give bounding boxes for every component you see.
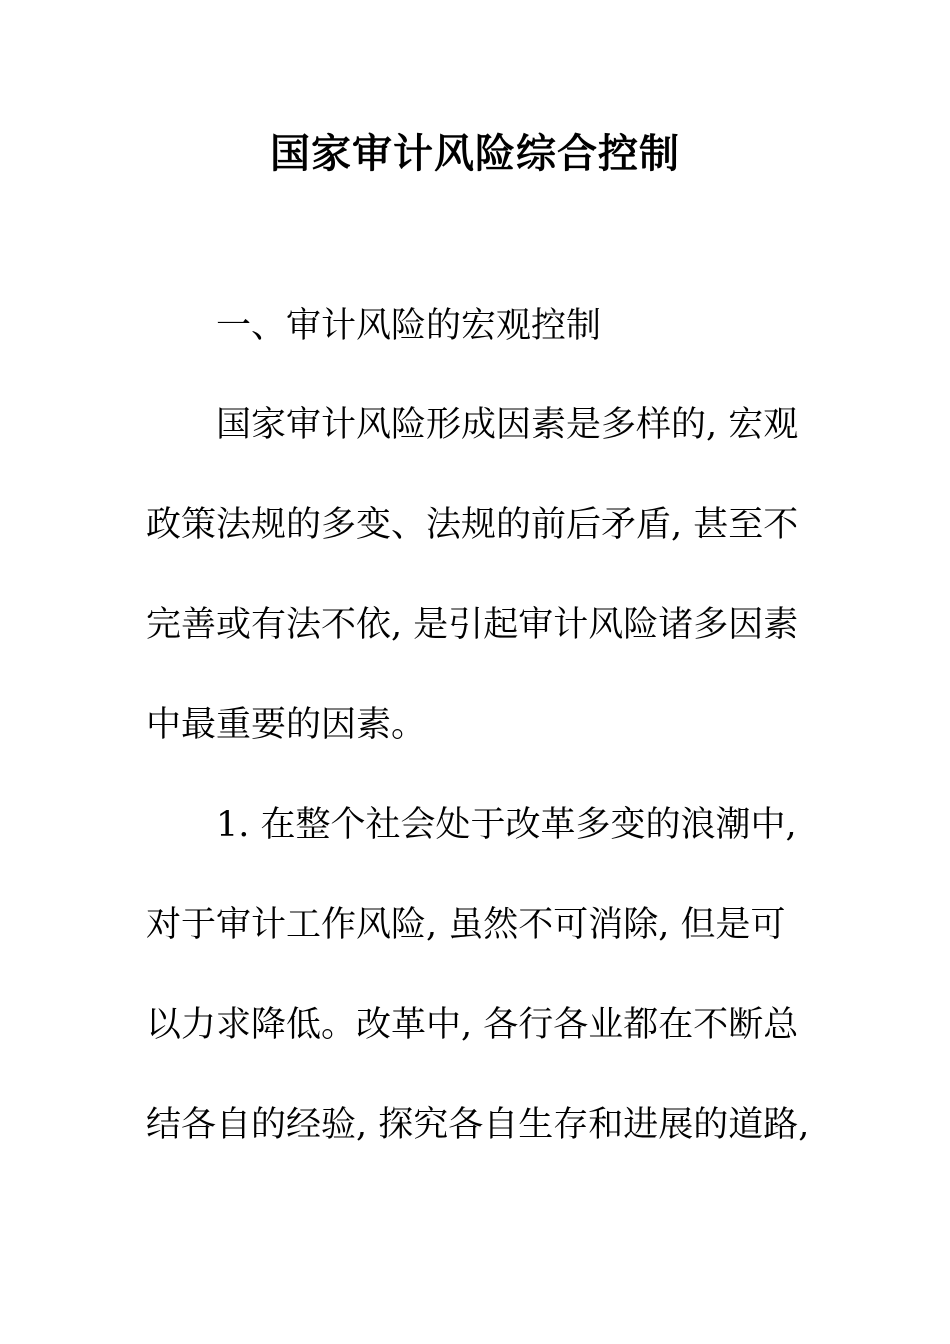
section-heading: 一、审计风险的宏观控制	[216, 306, 602, 346]
body-line: 对于审计工作风险, 虽然不可消除, 但是可	[146, 905, 786, 945]
body-line: 中最重要的因素。	[146, 705, 427, 745]
document-title: 国家审计风险综合控制	[270, 131, 680, 177]
body-line: 1. 在整个社会处于改革多变的浪潮中,	[216, 805, 797, 845]
body-line: 完善或有法不依, 是引起审计风险诸多因素	[146, 605, 799, 645]
body-line: 结各自的经验, 探究各自生存和进展的道路,	[146, 1105, 810, 1145]
body-line: 以力求降低。改革中, 各行各业都在不断总	[146, 1005, 799, 1045]
body-line: 国家审计风险形成因素是多样的, 宏观	[216, 405, 799, 445]
body-line: 政策法规的多变、法规的前后矛盾, 甚至不	[146, 505, 799, 545]
